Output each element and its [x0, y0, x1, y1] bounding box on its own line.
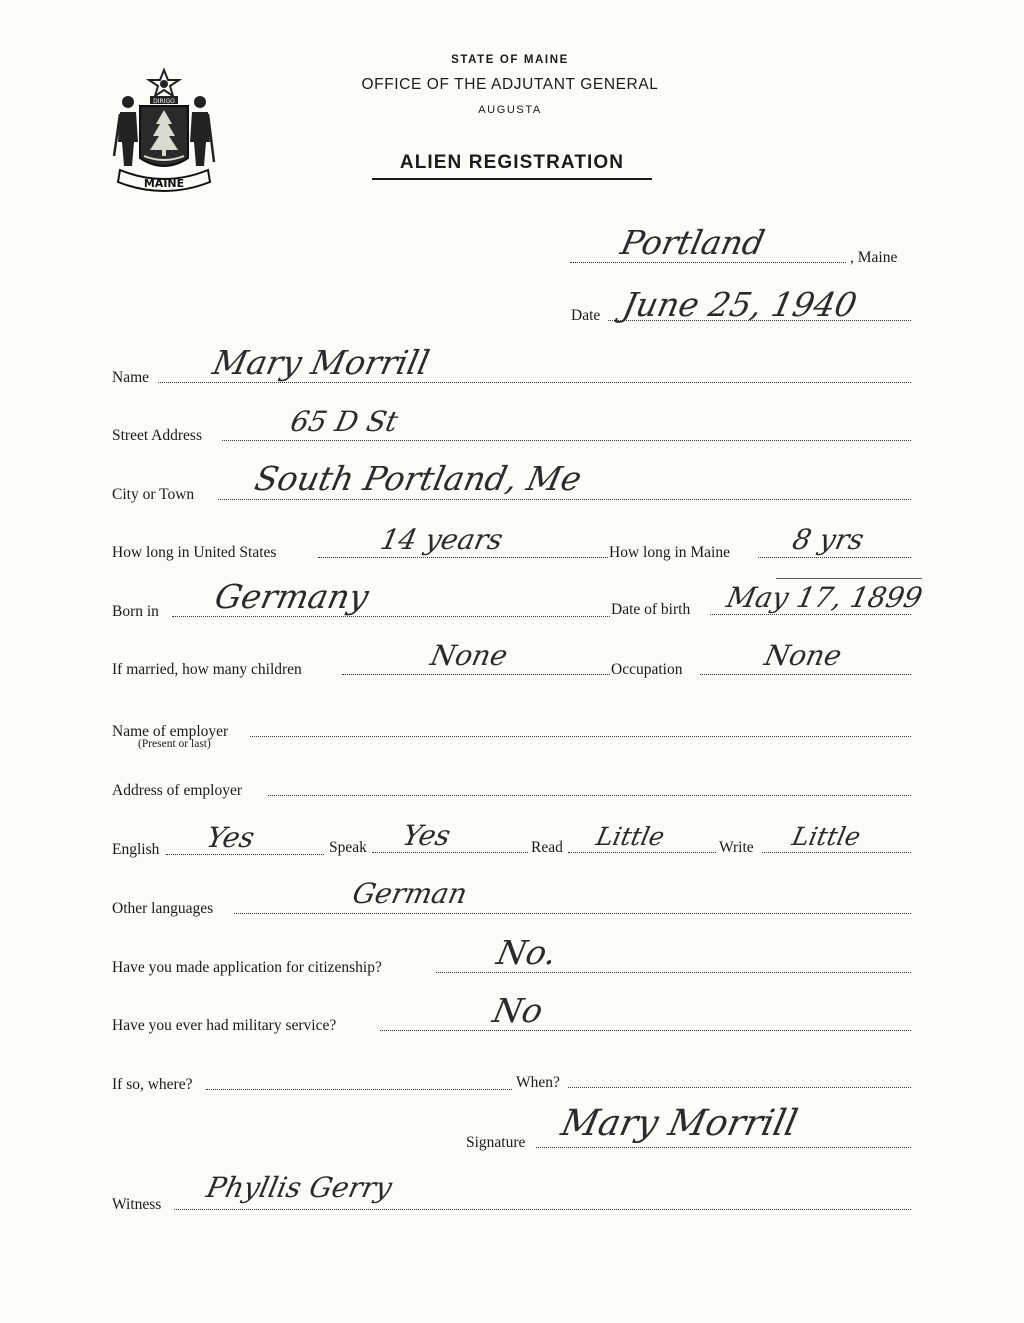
other-languages-line [234, 913, 911, 914]
citizenship-line [436, 972, 911, 973]
employer-name-label: Name of employer [112, 723, 229, 740]
city-label: City or Town [112, 486, 195, 503]
when-label: When? [516, 1074, 560, 1091]
military-line [380, 1030, 911, 1031]
employer-name-line [250, 736, 911, 737]
employer-address-label: Address of employer [112, 782, 242, 799]
street-line [222, 440, 911, 441]
read-label: Read [531, 839, 563, 856]
date-of-birth-label: Date of birth [611, 601, 691, 618]
when-line [568, 1087, 911, 1088]
children-value: None [427, 639, 511, 672]
name-line [158, 382, 911, 383]
date-of-birth-value: May 17, 1899 [723, 581, 926, 614]
name-label: Name [112, 369, 150, 386]
how-long-maine-value: 8 yrs [789, 523, 867, 556]
employer-name-note: (Present or last) [138, 738, 211, 750]
street-label: Street Address [112, 427, 202, 444]
handwritten-rule [776, 578, 922, 579]
write-label: Write [719, 839, 754, 856]
form-title: ALIEN REGISTRATION [399, 152, 625, 173]
witness-line [174, 1209, 911, 1210]
born-in-line [172, 616, 610, 617]
how-long-us-value: 14 years [377, 523, 506, 556]
place-suffix: , Maine [850, 249, 898, 266]
city-line [218, 499, 911, 500]
citizenship-value: No. [493, 933, 561, 972]
witness-value: Phyllis Gerry [203, 1171, 395, 1204]
other-languages-value: German [349, 877, 471, 910]
place-line [570, 262, 846, 263]
citizenship-label: Have you made application for citizenship? [112, 959, 382, 976]
write-line [762, 852, 911, 853]
born-in-value: Germany [211, 577, 373, 616]
how-long-us-line [318, 557, 608, 558]
place-value: Portland [617, 223, 769, 262]
other-languages-label: Other languages [112, 900, 214, 917]
street-value: 65 D St [287, 405, 401, 438]
date-value: June 25, 1940 [619, 285, 861, 324]
read-value: Little [593, 822, 668, 851]
seal-banner-text: MAINE [143, 177, 185, 190]
witness-label: Witness [112, 1196, 162, 1213]
name-value: Mary Morrill [209, 343, 433, 382]
speak-line [372, 852, 528, 853]
city-value: South Portland, Me [251, 459, 586, 498]
if-so-where-label: If so, where? [112, 1076, 193, 1093]
employer-address-line [268, 795, 911, 796]
occupation-value: None [761, 639, 845, 672]
write-value: Little [789, 822, 864, 851]
children-line [342, 674, 610, 675]
born-in-label: Born in [112, 603, 159, 620]
signature-label: Signature [466, 1134, 526, 1151]
english-label: English [112, 841, 160, 858]
children-label: If married, how many children [112, 661, 302, 678]
date-label: Date [571, 307, 601, 324]
header-city: AUGUSTA [478, 104, 542, 116]
read-line [568, 852, 716, 853]
date-of-birth-line [710, 614, 911, 615]
speak-label: Speak [329, 839, 367, 856]
occupation-line [700, 674, 911, 675]
header-state: STATE OF MAINE [451, 54, 569, 66]
how-long-maine-label: How long in Maine [609, 544, 730, 561]
title-underline [372, 178, 652, 180]
how-long-us-label: How long in United States [112, 544, 277, 561]
military-value: No [489, 991, 547, 1030]
how-long-maine-line [758, 557, 911, 558]
header-office: OFFICE OF THE ADJUTANT GENERAL [361, 76, 659, 93]
occupation-label: Occupation [611, 661, 683, 678]
seal-motto: DIRIGO [153, 98, 175, 105]
english-line [166, 854, 324, 855]
signature-value: Mary Morrill [557, 1103, 802, 1144]
military-label: Have you ever had military service? [112, 1017, 337, 1034]
english-value: Yes [203, 821, 258, 854]
signature-line [536, 1147, 911, 1148]
if-so-where-line [206, 1089, 512, 1090]
speak-value: Yes [399, 819, 454, 852]
